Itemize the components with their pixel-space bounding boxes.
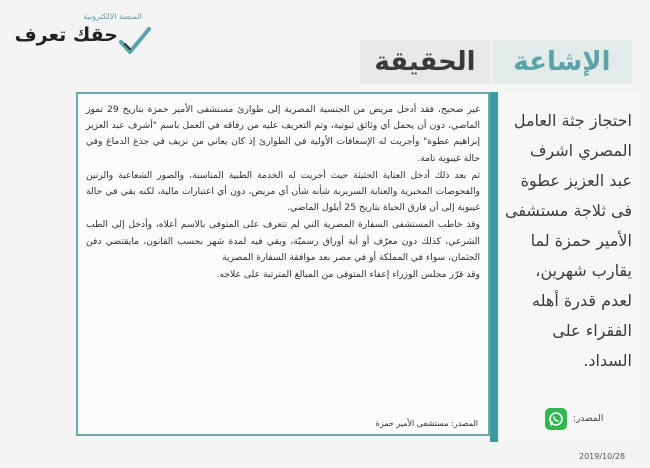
section-headers xyxy=(360,40,632,84)
truth-paragraph: وقد قرّر مجلس الوزراء إعفاء المتوفى من المبالغ المترتبة على علاجه. xyxy=(216,269,480,281)
truth-source: المصدر: مستشفى الأمير حمزة xyxy=(375,419,478,428)
rumor-text: احتجاز جثة العامل المصري اشرف عبد العزيز عطوة فى ثلاجة مستشفى الأمير حمزة لما يقارب شهرين، لعدم قدرة أهله الفقراء على السداد. xyxy=(505,111,632,370)
truth-panel xyxy=(76,92,490,436)
truth-paragraph: ثم بعد ذلك أدخل العناية الحثيثة حيث أجريت له الخدمة الطبية المناسبة، والصور الشعاعية والرنين والفحوصات المخبرية والعناية السريرية شأنه شأن أي مريض، دون أي اعتبارات مالية، لكنه بقي في حالة غيبوبة إلى أن فارق الحياة بتاريخ 25 أيلول الماضي. xyxy=(86,169,480,214)
logo-subtitle: المنصة الالكترونية xyxy=(83,12,142,21)
checkmark-icon xyxy=(118,26,152,56)
truth-heading: الحقيقة xyxy=(360,40,490,84)
logo-name: حقك تعرف xyxy=(14,24,118,46)
platform-logo xyxy=(14,12,152,56)
publish-date: 2019/10/28 xyxy=(579,452,626,461)
rumor-source xyxy=(545,408,603,430)
truth-paragraph: غير صحيح، فقد أدخل مريض من الجنسية المصرية إلى طوارئ مستشفى الأمير حمزة بتاريخ 29 تموز الماضي، دون أن يحمل أي وثائق ثبوتية، وتم التعريف عليه من رفاقه في العمل باسم "أشرف عبد العزيز إبراهيم عطوة" وأجريت له الإسعافات الأولية في الطوارئ إذ كان يعاني من نزيف في جذع الدماغ وفي حالة غيبوبة تامة. xyxy=(86,104,480,164)
truth-text xyxy=(86,102,480,284)
truth-paragraph: وقد خاطب المستشفى السفارة المصرية التي لم تتعرف على المتوفى بالاسم أعلاه، وأدخل إلى الطب الشرعي، كذلك دون معرّف أو أية أوراق رسميّة، وبقي فيه لمدة شهر بحسب القانون، مايقتضي دفن الجثمان، سواء في المملكة أو في مصر بعد موافقة السفارة المصرية xyxy=(86,219,480,263)
rumor-heading: الإشاعة xyxy=(492,40,632,84)
whatsapp-icon xyxy=(545,408,567,430)
rumor-source-label: المصدر: xyxy=(573,414,604,424)
rumor-panel xyxy=(500,92,640,442)
